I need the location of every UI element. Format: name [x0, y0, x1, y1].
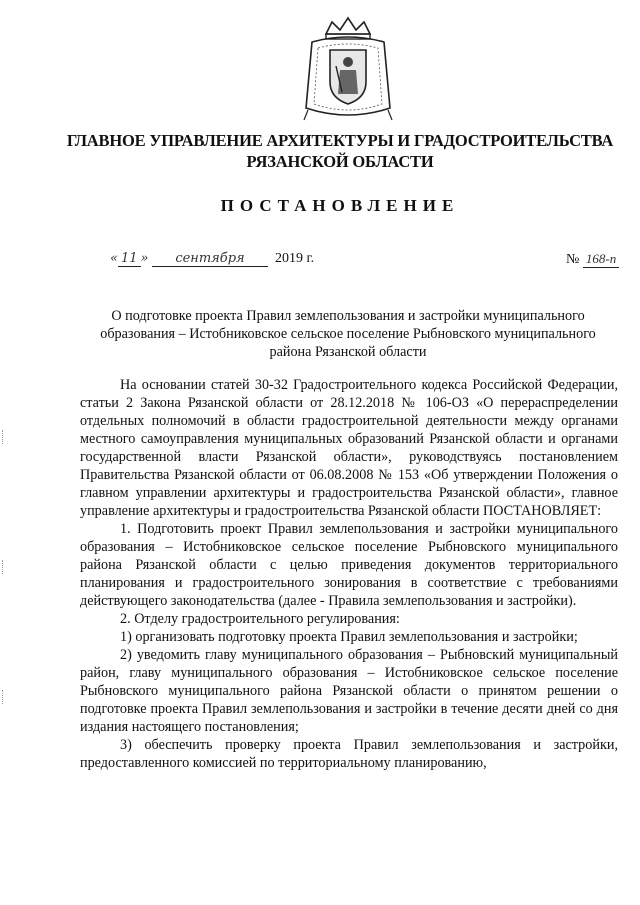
document-type-heading: ПОСТАНОВЛЕНИЕ	[220, 196, 460, 215]
scan-margin-mark	[2, 430, 7, 444]
item-2-3-paragraph: 3) обеспечить проверку проекта Правил землепользования и застройки, предоставленного комиссией по территориальному планированию,	[80, 737, 618, 771]
item-2-1-paragraph: 1) организовать подготовку проекта Правил землепользования и застройки;	[120, 629, 578, 645]
document-subject	[78, 307, 618, 361]
date-day: 11	[118, 251, 141, 267]
scan-margin-mark	[2, 560, 7, 574]
date-year: 2019 г.	[274, 251, 315, 266]
subject-line-2: образования – Истобниковское сельское поселение Рыбновского муниципального	[100, 326, 596, 342]
org-line-2: РЯЗАНСКОЙ ОБЛАСТИ	[246, 152, 434, 171]
subject-line-3: района Рязанской области	[269, 344, 427, 360]
item-2-2-paragraph: 2) уведомить главу муниципального образования – Рыбновский муниципальный район, главу муниципального образования – Истобниковское сельское поселение Рыбновского муниципального района Рязанской области о принятом решении о подготовке проекта Правил землепользования и застройки в течение десяти дней со дня издания настоящего постановления;	[80, 647, 618, 735]
date-close-quote: »	[140, 251, 149, 266]
coat-of-arms-emblem	[296, 12, 400, 124]
date-month: сентября	[152, 251, 268, 267]
number-prefix: №	[566, 252, 580, 267]
document-number	[566, 251, 619, 268]
item-2-paragraph: 2. Отделу градостроительного регулирования:	[120, 611, 400, 627]
organization-title	[60, 130, 620, 172]
document-date	[110, 251, 314, 267]
scan-margin-mark	[2, 690, 7, 704]
preamble-paragraph: На основании статей 30-32 Градостроительного кодекса Российской Федерации, статьи 2 Закона Рязанской области от 28.12.2018 № 106-ОЗ «О перераспределении отдельных полномочий в области градостроительной деятельности между органами местного самоуправления муниципальных образований Рязанской области и органами государственной власти Рязанской области», руководствуясь постановлением Правительства Рязанской области от 06.08.2008 № 153 «Об утверждении Положения о главном управлении архитектуры и градостроительства Рязанской области», главное управление архитектуры и градостроительства Рязанской области ПОСТАНОВЛЯЕТ:	[80, 377, 618, 519]
date-open-quote: «	[110, 251, 118, 266]
document-body	[80, 376, 618, 772]
org-line-1: ГЛАВНОЕ УПРАВЛЕНИЕ АРХИТЕКТУРЫ И ГРАДОСТРОИТЕЛЬСТВА	[66, 131, 614, 150]
subject-line-1: О подготовке проекта Правил землепользования и застройки муниципального	[111, 308, 585, 324]
item-1-paragraph: 1. Подготовить проект Правил землепользования и застройки муниципального образования – Истобниковское сельское поселение Рыбновского муниципального района Рязанской области с целью приведения документов территориального планирования и градостроительного зонирования в соответствие с требованиями действующего законодательства (далее - Правила землепользования и застройки).	[80, 521, 618, 609]
number-value: 168-п	[583, 251, 619, 268]
